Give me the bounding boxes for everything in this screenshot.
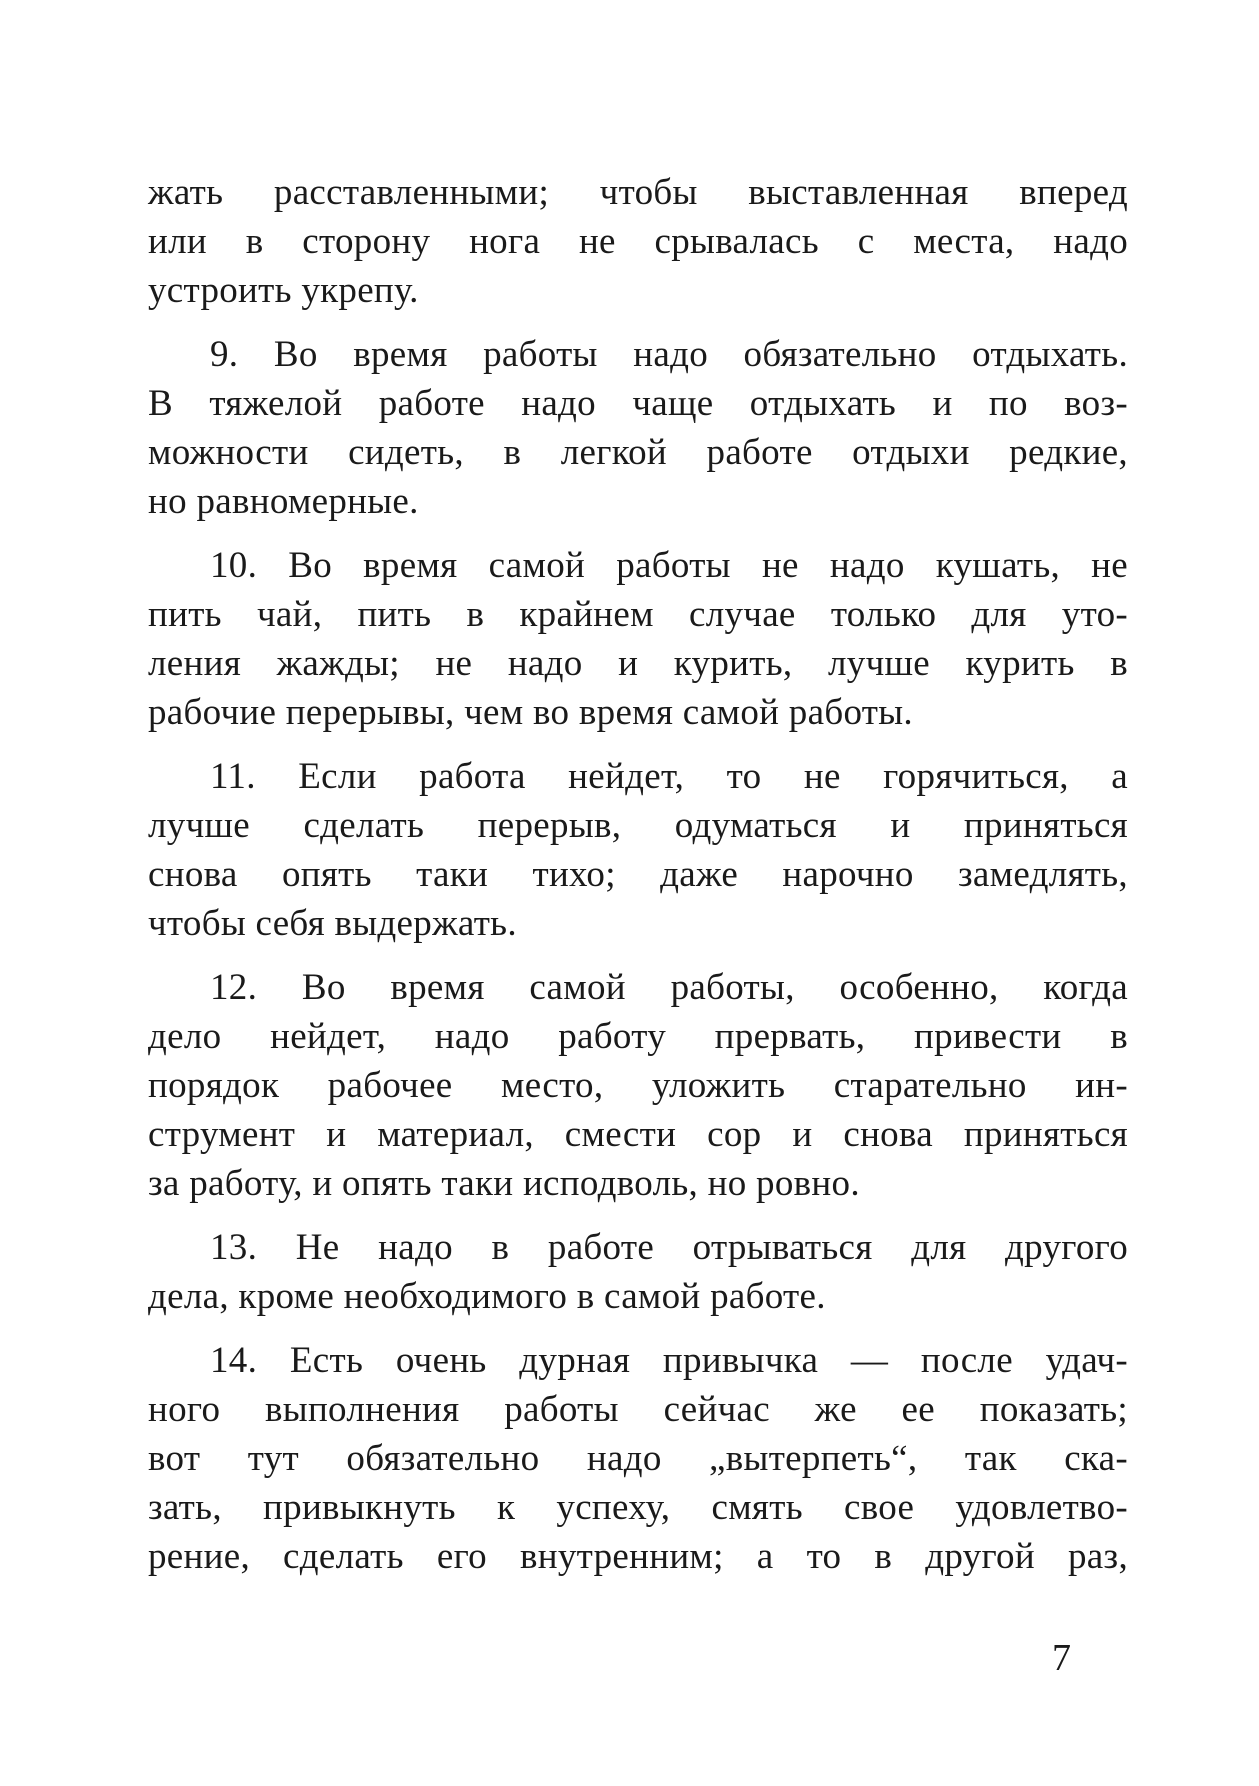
text-line: В тяжелой работе надо чаще отдыхать и по воз- — [148, 383, 1128, 424]
paragraph-11 — [148, 752, 1128, 948]
body-text — [148, 168, 1128, 1596]
text-line: 13. Не надо в работе отрываться для другого — [210, 1227, 1128, 1268]
text-line: дело нейдет, надо работу прервать, привести в — [148, 1016, 1128, 1057]
text-line: 12. Во время самой работы, особенно, когда — [210, 967, 1128, 1008]
paragraph-12 — [148, 963, 1128, 1208]
text-line: 11. Если работа нейдет, то не горячиться, а — [210, 756, 1128, 797]
text-line: рабочие перерывы, чем во время самой работы. — [148, 692, 913, 733]
text-line: 9. Во время работы надо обязательно отдыхать. — [210, 334, 1128, 375]
text-line: можности сидеть, в легкой работе отдыхи редкие, — [148, 432, 1128, 473]
text-line: рение, сделать его внутренним; а то в другой раз, — [148, 1536, 1128, 1577]
text-line: устроить укрепу. — [148, 270, 419, 311]
text-line: за работу, и опять таки исподволь, но ровно. — [148, 1163, 860, 1204]
paragraph-10 — [148, 541, 1128, 737]
text-line: но равномерные. — [148, 481, 419, 522]
text-line: вот тут обязательно надо „вытерпеть“, так ска- — [148, 1438, 1128, 1479]
text-line: пить чай, пить в крайнем случае только для уто- — [148, 594, 1128, 635]
text-line: лучше сделать перерыв, одуматься и приняться — [148, 805, 1128, 846]
text-line: 10. Во время самой работы не надо кушать, не — [210, 545, 1128, 586]
text-line: снова опять таки тихо; даже нарочно замедлять, — [148, 854, 1128, 895]
paragraph-13 — [148, 1223, 1128, 1321]
text-line: струмент и материал, смести сор и снова приняться — [148, 1114, 1128, 1155]
text-line: 14. Есть очень дурная привычка — после удач- — [210, 1340, 1128, 1381]
text-line: жать расставленными; чтобы выставленная вперед — [148, 172, 1128, 213]
text-line: чтобы себя выдержать. — [148, 903, 517, 944]
page-number: 7 — [1052, 1637, 1071, 1679]
paragraph-14 — [148, 1336, 1128, 1581]
text-line: ного выполнения работы сейчас же ее показать; — [148, 1389, 1128, 1430]
text-line: или в сторону нога не срывалась с места, надо — [148, 221, 1128, 262]
paragraph-continuation — [148, 168, 1128, 315]
text-line: порядок рабочее место, уложить старательно ин- — [148, 1065, 1128, 1106]
text-line: ления жажды; не надо и курить, лучше курить в — [148, 643, 1128, 684]
text-line: дела, кроме необходимого в самой работе. — [148, 1276, 826, 1317]
paragraph-9 — [148, 330, 1128, 526]
text-line: зать, привыкнуть к успеху, смять свое удовлетво- — [148, 1487, 1128, 1528]
